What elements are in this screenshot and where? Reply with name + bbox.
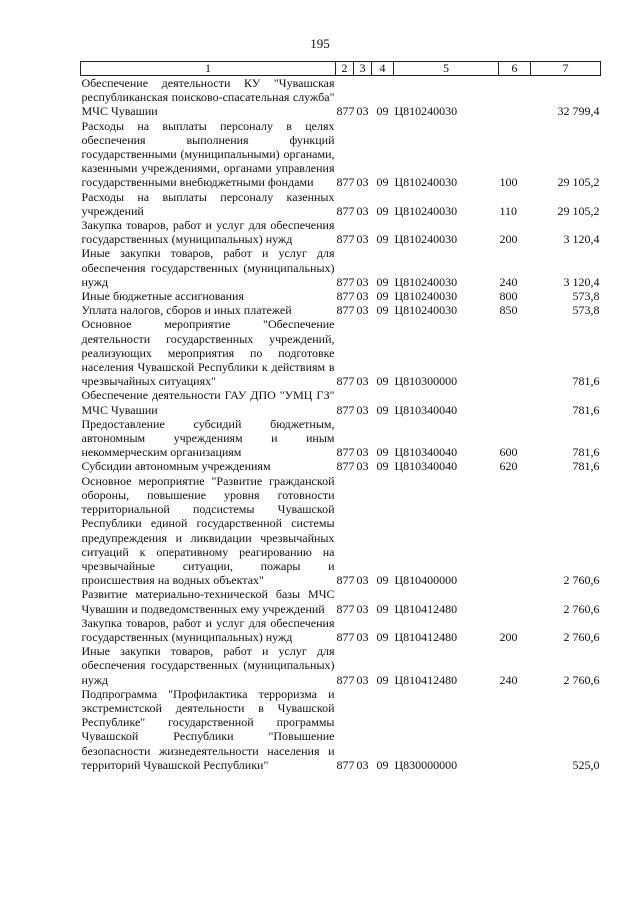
row-amount: 781,6 [572,374,600,389]
table-row [81,218,601,246]
header-col-7: 7 [531,62,601,76]
row-code-ministry: 877 [336,203,355,218]
row-amount: 781,6 [572,445,600,460]
row-code-ministry: 877 [336,303,355,318]
table-row [81,76,601,119]
row-code-ministry: 877 [336,274,355,289]
row-amount: 2 760,6 [563,629,600,644]
row-code-section: 03 [356,175,369,190]
row-code-section: 03 [356,757,369,772]
row-amount: 32 799,4 [557,104,600,119]
row-code-target: Ц810412480 [394,629,458,644]
row-code-subsection: 09 [376,104,389,119]
row-code-expense [499,587,531,615]
row-code-target: Ц810240030 [394,104,458,119]
table-row [81,459,601,473]
row-code-ministry: 877 [336,459,355,474]
row-amount: 3 120,4 [563,232,600,247]
row-description: Закупка товаров, работ и услуг для обеспечения государственных (муниципальных) нужд [81,218,335,247]
row-code-expense: 600 [499,445,518,460]
row-code-expense: 110 [499,203,518,218]
row-code-ministry: 877 [336,573,355,588]
row-amount: 781,6 [572,402,600,417]
row-amount: 573,8 [572,303,600,318]
row-code-subsection: 09 [376,757,389,772]
row-code-section: 03 [356,303,369,318]
row-code-expense [499,76,531,119]
row-code-section: 03 [356,104,369,119]
row-code-target: Ц810240030 [394,232,458,247]
row-code-ministry: 877 [336,672,355,687]
row-code-target: Ц810340040 [394,445,458,460]
table-body [81,76,601,772]
row-code-subsection: 09 [376,203,389,218]
row-code-section: 03 [356,672,369,687]
row-amount: 29 105,2 [557,203,600,218]
row-code-subsection: 09 [376,232,389,247]
row-code-section: 03 [356,459,369,474]
row-code-subsection: 09 [376,601,389,616]
header-col-5: 5 [394,62,499,76]
row-code-section: 03 [356,374,369,389]
table-row [81,587,601,615]
table-row [81,687,601,772]
header-col-4: 4 [372,62,394,76]
table-row [81,388,601,416]
row-code-expense: 200 [499,232,518,247]
row-code-ministry: 877 [336,232,355,247]
table-row [81,644,601,687]
table-row [81,474,601,588]
row-amount: 2 760,6 [563,672,600,687]
row-description: Иные закупки товаров, работ и услуг для обеспечения государственных (муниципальных) нужд [81,644,335,687]
row-description: Основное мероприятие "Обеспечение деятельности государственных учреждений, реализующих мероприятия по подготовке населения Чувашской Республики к действиям в чрезвычайных ситуациях" [81,317,335,389]
row-amount: 29 105,2 [557,175,600,190]
row-code-section: 03 [356,573,369,588]
row-code-section: 03 [356,274,369,289]
row-amount: 781,6 [572,459,600,474]
table-row [81,119,601,190]
row-code-subsection: 09 [376,402,389,417]
row-code-subsection: 09 [376,289,389,304]
row-description: Закупка товаров, работ и услуг для обеспечения государственных (муниципальных) нужд [81,615,335,644]
row-code-section: 03 [356,629,369,644]
row-code-subsection: 09 [376,303,389,318]
header-col-3: 3 [354,62,372,76]
row-description: Расходы на выплаты персоналу казенных учреждений [81,189,335,218]
row-description: Иные бюджетные ассигнования [81,289,244,304]
header-col-6: 6 [499,62,531,76]
table-row [81,246,601,289]
row-code-section: 03 [356,402,369,417]
row-code-target: Ц830000000 [394,757,458,772]
row-amount: 3 120,4 [563,274,600,289]
row-code-subsection: 09 [376,374,389,389]
row-code-expense [499,317,531,388]
row-code-target: Ц810240030 [394,289,458,304]
row-code-target: Ц810240030 [394,203,458,218]
table-row [81,289,601,303]
row-code-target: Ц810300000 [394,374,458,389]
row-code-subsection: 09 [376,274,389,289]
row-code-subsection: 09 [376,672,389,687]
row-code-ministry: 877 [336,757,355,772]
row-code-subsection: 09 [376,459,389,474]
header-col-2: 2 [336,62,354,76]
row-code-expense: 100 [499,175,518,190]
header-row [81,62,601,76]
row-code-target: Ц810240030 [394,175,458,190]
row-code-expense: 800 [499,289,518,304]
row-code-expense [499,388,531,416]
row-code-ministry: 877 [336,445,355,460]
row-code-expense: 850 [499,303,518,318]
row-amount: 2 760,6 [563,573,600,588]
row-code-expense: 240 [499,672,518,687]
row-code-expense: 620 [499,459,518,474]
row-amount: 573,8 [572,289,600,304]
row-description: Развитие материально-технической базы МЧС Чувашии и подведомственных ему учреждений [81,587,335,616]
row-code-section: 03 [356,601,369,616]
row-description: Обеспечение деятельности КУ "Чувашская республиканская поисково-спасательная служба" МЧС Чувашии [81,76,335,119]
row-description: Обеспечение деятельности ГАУ ДПО "УМЦ ГЗ" МЧС Чувашии [81,388,335,417]
row-code-subsection: 09 [376,445,389,460]
row-code-subsection: 09 [376,175,389,190]
row-code-ministry: 877 [336,104,355,119]
row-code-section: 03 [356,203,369,218]
row-code-target: Ц810412480 [394,672,458,687]
row-description: Предоставление субсидий бюджетным, автономным учреждениям и иным некоммерческим организациям [81,416,335,460]
row-amount: 525,0 [572,757,600,772]
table-row [81,303,601,317]
table-row [81,190,601,218]
table-row [81,417,601,460]
header-col-1: 1 [81,62,336,76]
row-code-ministry: 877 [336,374,355,389]
row-description: Подпрограмма "Профилактика терроризма и экстремистской деятельности в Чувашской Республике" государственной программы Чувашской Республики "Повышение безопасности жизнедеятельности населения и территорий Чувашской Республики" [81,686,335,772]
row-description: Уплата налогов, сборов и иных платежей [81,303,292,318]
row-code-target: Ц810340040 [394,402,458,417]
table-row [81,317,601,388]
row-description: Основное мероприятие "Развитие гражданской обороны, повышение уровня готовности территориальной подсистемы Чувашской Республики единой государственной системы предупреждения и ликвидации чрезвычайных ситуаций к оперативному реагированию на чрезвычайные ситуации, пожары и происшествия на водных объектах" [81,473,335,588]
row-code-subsection: 09 [376,629,389,644]
row-code-section: 03 [356,289,369,304]
row-code-ministry: 877 [336,601,355,616]
row-code-section: 03 [356,232,369,247]
budget-table [80,61,601,772]
row-code-target: Ц810240030 [394,303,458,318]
row-code-ministry: 877 [336,289,355,304]
row-code-ministry: 877 [336,402,355,417]
row-code-expense: 240 [499,274,518,289]
row-description: Иные закупки товаров, работ и услуг для обеспечения государственных (муниципальных) нужд [81,246,335,289]
row-code-target: Ц810400000 [394,573,458,588]
row-description: Субсидии автономным учреждениям [81,459,271,474]
table-row [81,616,601,644]
row-description: Расходы на выплаты персоналу в целях обеспечения выполнения функций государственными (муниципальными) органами, казенными учреждениями, органами управления государственными внебюджетными фондами [81,118,335,190]
row-code-section: 03 [356,445,369,460]
row-code-target: Ц810412480 [394,601,458,616]
row-code-target: Ц810340040 [394,459,458,474]
row-amount: 2 760,6 [563,601,600,616]
row-code-target: Ц810240030 [394,274,458,289]
row-code-expense [499,687,531,772]
row-code-ministry: 877 [336,175,355,190]
row-code-expense [499,474,531,588]
row-code-subsection: 09 [376,573,389,588]
row-code-expense: 200 [499,629,518,644]
row-code-ministry: 877 [336,629,355,644]
page-number: 195 [310,36,330,51]
